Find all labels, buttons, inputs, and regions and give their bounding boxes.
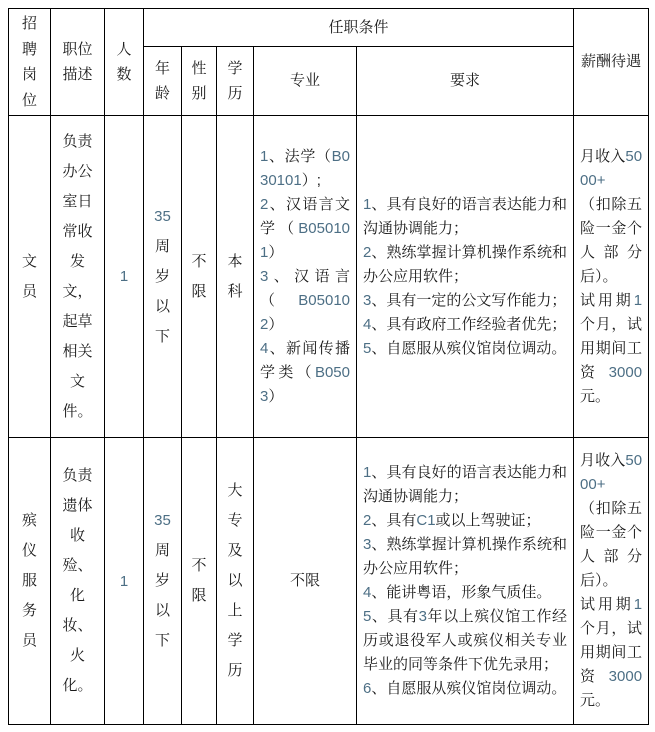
table-row-clerk	[9, 116, 649, 438]
cell-requirements: 1、具有良好的语言表达能力和沟通协调能力； 2、具有C1或以上驾驶证； 3、熟练掌握计算机操作系统和办公应用软件； 4、能讲粤语，形象气质佳。 5、具有3年以上殡仪馆工作经历或退役军人或殡仪相关专业毕业的同等条件下优先录用； 6、自愿服从殡仪馆岗位调动。	[357, 438, 574, 725]
cell-position: 文员	[9, 116, 51, 438]
cell-age: 35周岁以下	[144, 438, 182, 725]
cell-gender: 不限	[182, 438, 217, 725]
header-age: 年龄	[144, 47, 182, 116]
cell-gender: 不限	[182, 116, 217, 438]
cell-education: 本科	[217, 116, 254, 438]
header-gender: 性别	[182, 47, 217, 116]
header-position: 招聘岗位	[9, 9, 51, 116]
cell-education: 大专及以上学历	[217, 438, 254, 725]
cell-position: 殡仪服务员	[9, 438, 51, 725]
cell-salary: 月收入5000+ （扣除五险一金个人部分后）。 试用期1个月，试用期间工资3000元。	[574, 116, 649, 438]
table-row-funeral-attendant	[9, 438, 649, 725]
cell-major: 不限	[254, 438, 357, 725]
header-description: 职位描述	[51, 9, 105, 116]
cell-requirements: 1、具有良好的语言表达能力和沟通协调能力； 2、熟练掌握计算机操作系统和办公应用软件； 3、具有一定的公文写作能力； 4、具有政府工作经验者优先； 5、自愿服从殡仪馆岗位调动。	[357, 116, 574, 438]
header-major: 专业	[254, 47, 357, 116]
cell-count: 1	[105, 438, 144, 725]
header-count: 人数	[105, 9, 144, 116]
cell-description: 负责遗体收殓、化妆、火化。	[51, 438, 105, 725]
header-salary: 薪酬待遇	[574, 9, 649, 116]
cell-description: 负责办公室日常收发文，起草相关文件。	[51, 116, 105, 438]
cell-major: 1、法学（B030101）; 2、汉语言文学（B050101） 3、汉语言（B050102） 4、新闻传播学类（B0503）	[254, 116, 357, 438]
header-requirements: 要求	[357, 47, 574, 116]
cell-count: 1	[105, 116, 144, 438]
header-conditions: 任职条件	[144, 9, 574, 47]
cell-age: 35周岁以下	[144, 116, 182, 438]
cell-salary: 月收入5000+ （扣除五险一金个人部分后）。 试用期1个月，试用期间工资3000元。	[574, 438, 649, 725]
header-education: 学历	[217, 47, 254, 116]
recruitment-table	[8, 8, 649, 725]
